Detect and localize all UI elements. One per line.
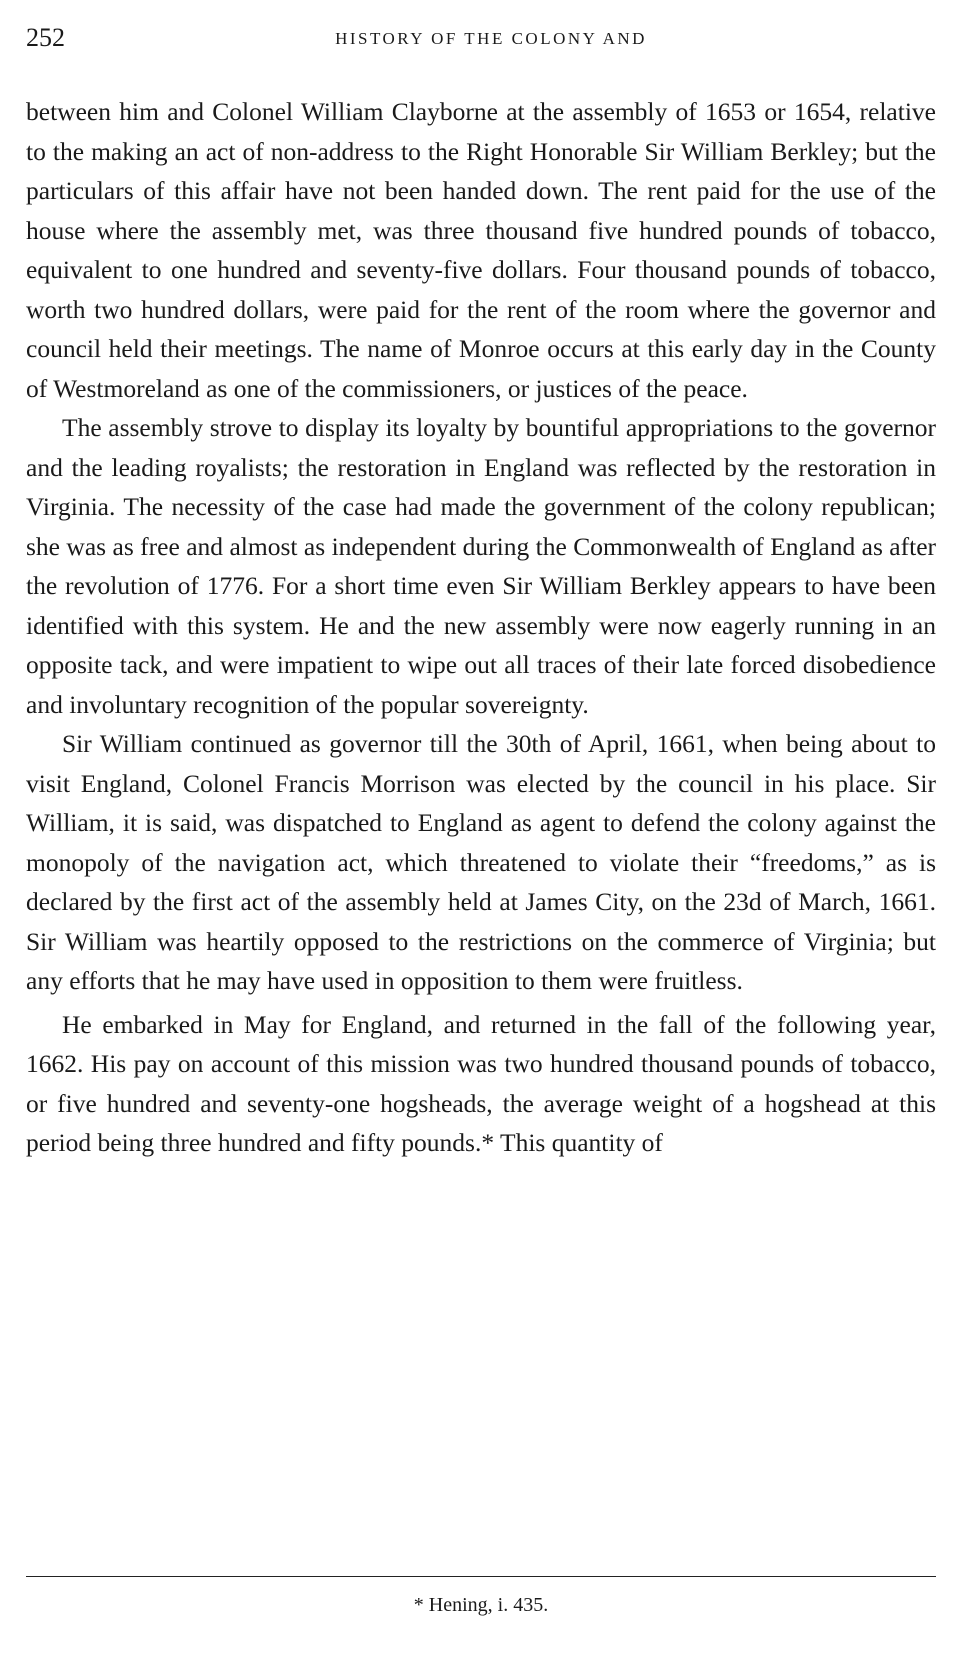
- paragraph: He embarked in May for England, and returned in the fall of the following year, 1662. His pay on account of this mission was two hundred thousand pounds of tobacco, or five hundred and seventy-one hogsheads, the average weight of a hogshead at this period being three hundred and fifty pounds.* This quantity of: [26, 1009, 936, 1157]
- paragraph: Sir William continued as governor till the 30th of April, 1661, when being about to visit England, Colonel Francis Morrison was elected by the council in his place. Sir William, it is said, was dispatched to England as agent to defend the colony against the monopoly of the navigation act, which threatened to violate their “freedoms,” as is declared by the first act of the assembly held at James City, on the 23d of March, 1661. Sir William was heartily opposed to the restrictions on the commerce of Virginia; but any efforts that he may have used in opposition to them were fruitless.: [26, 729, 936, 995]
- running-head: HISTORY OF THE COLONY AND: [335, 29, 647, 48]
- footnote-rule: [26, 1576, 936, 1577]
- paragraph: The assembly strove to display its loyalty by bountiful appropriations to the governor and the leading royalists; the restoration in England was reflected by the restoration in Virginia. The necessity of the case had made the government of the colony republican; she was as free and almost as independent during the Commonwealth of England as after the revolution of 1776. For a short time even Sir William Berkley appears to have been identified with this system. He and the new assembly were now eagerly running in an opposite tack, and were impatient to wipe out all traces of their late forced disobedience and involuntary recognition of the popular sovereignty.: [26, 413, 936, 719]
- page-header: [26, 20, 936, 60]
- body-text: [26, 92, 936, 1163]
- page-number: 252: [26, 23, 65, 52]
- paragraph-continued: between him and Colonel William Clayborne at the assembly of 1653 or 1654, relative to the making an act of non-address to the Right Honorable Sir William Berkley; but the particulars of this affair have not been handed down. The rent paid for the use of the house where the assembly met, was three thousand five hundred pounds of tobacco, equivalent to one hundred and seventy-five dollars. Four thousand pounds of tobacco, worth two hundred dollars, were paid for the rent of the room where the governor and council held their meetings. The name of Monroe occurs at this early day in the County of Westmoreland as one of the commissioners, or justices of the peace.: [26, 97, 936, 403]
- footnote: * Hening, i. 435.: [413, 1594, 549, 1616]
